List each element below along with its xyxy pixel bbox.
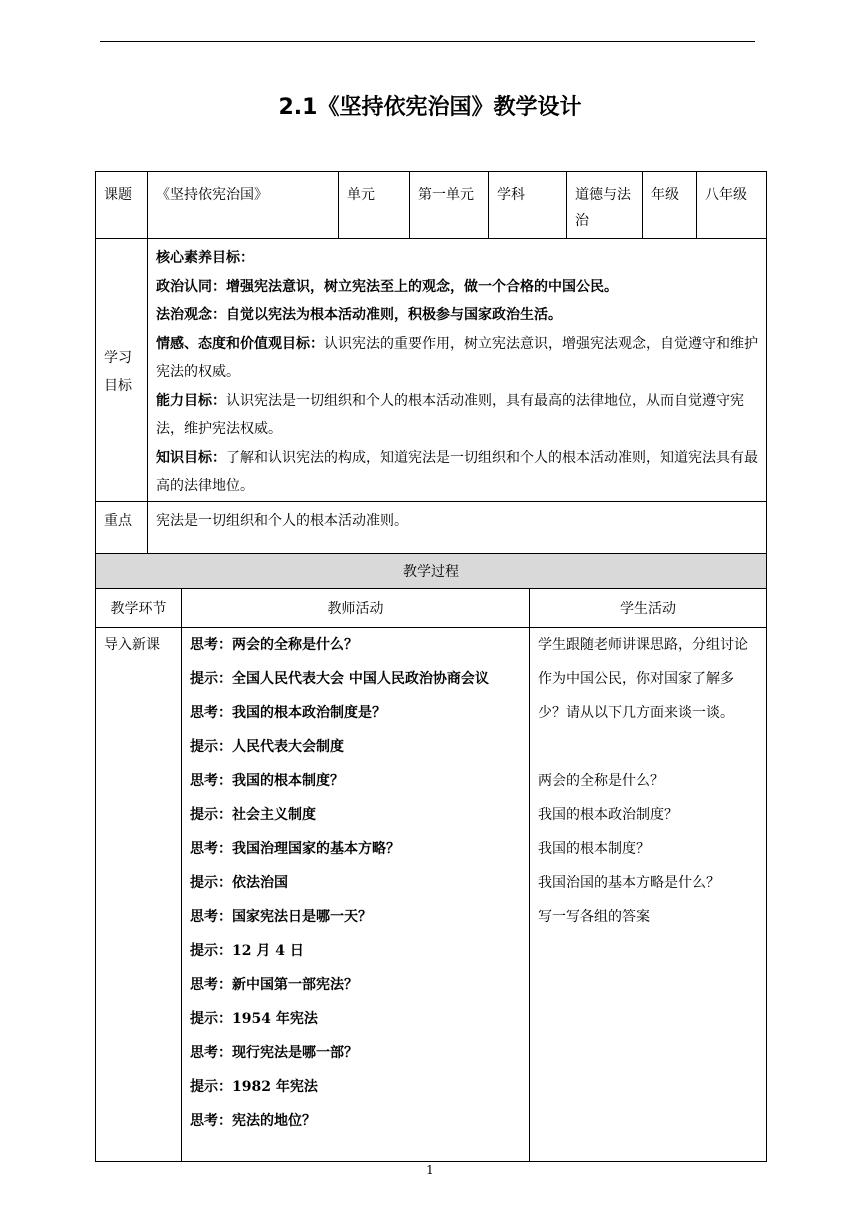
intro-row	[96, 628, 767, 1162]
grade-label: 年级	[643, 172, 697, 239]
teacher-line: 思考：我国的根本政治制度是？	[190, 705, 386, 721]
rule-label: 法治观念：	[156, 307, 226, 323]
ability-text: 认识宪法是一切组织和个人的根本活动准则，具有最高的法律地位，从而自觉遵守宪法，维护宪法权威。	[156, 392, 744, 437]
page-number: 1	[426, 1163, 434, 1177]
ability-goal	[156, 387, 758, 444]
knowledge-text: 了解和认识宪法的构成，知道宪法是一切组织和个人的根本活动准则，知道宪法具有最高的法律地位。	[156, 449, 758, 494]
key-point-text: 宪法是一切组织和个人的根本活动准则。	[148, 501, 767, 556]
teacher-line: 提示：依法治国	[190, 875, 288, 891]
political-text: 增强宪法意识，树立宪法至上的观念，做一个合格的中国公民。	[226, 278, 618, 295]
goals-label: 学习目标	[96, 239, 148, 502]
student-line	[538, 730, 758, 764]
teacher-line: 提示：1954 年宪法	[190, 1011, 318, 1027]
key-point-label: 重点	[96, 501, 148, 556]
teacher-line: 思考：两会的全称是什么？	[190, 637, 358, 653]
knowledge-goal	[156, 444, 758, 501]
teacher-line: 思考：我国治理国家的基本方略？	[190, 841, 400, 857]
info-row	[96, 172, 767, 239]
student-column-header: 学生活动	[530, 589, 767, 628]
teacher-line: 思考：我国的根本制度？	[190, 773, 344, 789]
unit-value: 第一单元	[410, 172, 489, 239]
student-line: 我国的根本制度？	[538, 841, 650, 857]
teacher-line: 思考：现行宪法是哪一部？	[190, 1045, 358, 1061]
student-line: 学生跟随老师讲课思路，分组讨论	[538, 637, 748, 653]
process-columns-row	[96, 589, 767, 628]
goals-content	[148, 239, 767, 502]
emotion-text: 认识宪法的重要作用，树立宪法意识，增强宪法观念，自觉遵守和维护宪法的权威。	[156, 335, 758, 380]
lesson-info-table	[95, 171, 767, 586]
teacher-line: 思考：宪法的地位？	[190, 1113, 316, 1129]
student-line: 两会的全称是什么？	[538, 773, 664, 789]
teacher-activity-cell	[182, 628, 530, 1162]
teacher-line: 提示：1982 年宪法	[190, 1079, 318, 1095]
course-label: 课题	[96, 172, 148, 239]
course-value: 《坚持依宪治国》	[148, 172, 339, 239]
student-line: 我国治国的基本方略是什么？	[538, 875, 720, 891]
unit-label: 单元	[339, 172, 410, 239]
grade-value: 八年级	[697, 172, 767, 239]
knowledge-label: 知识目标：	[156, 449, 226, 466]
process-table	[95, 553, 767, 1162]
process-heading: 教学过程	[96, 554, 767, 589]
stage-cell	[96, 628, 182, 1162]
emotion-label: 情感、态度和价值观目标：	[156, 335, 324, 352]
rule-text: 自觉以宪法为根本活动准则，积极参与国家政治生活。	[226, 307, 562, 323]
teacher-line: 思考：新中国第一部宪法？	[190, 977, 358, 993]
goals-row	[96, 239, 767, 502]
teacher-line: 提示：社会主义制度	[190, 807, 316, 823]
ability-label: 能力目标：	[156, 392, 226, 409]
subject-value: 道德与法治	[567, 172, 643, 239]
teacher-line: 提示：人民代表大会制度	[190, 739, 344, 755]
document-title: 2.1《坚持依宪治国》教学设计	[278, 95, 582, 120]
teacher-line: 提示：12 月 4 日	[190, 943, 304, 959]
student-line: 作为中国公民，你对国家了解多	[538, 671, 734, 687]
header-rule	[100, 41, 755, 42]
teacher-line: 提示：全国人民代表大会 中国人民政治协商会议	[190, 671, 489, 687]
emotion-goal	[156, 330, 758, 387]
core-heading: 核心素养目标：	[156, 250, 254, 266]
teacher-column-header: 教师活动	[182, 589, 530, 628]
process-heading-row	[96, 554, 767, 589]
political-goal	[156, 273, 758, 302]
student-activity-cell	[530, 628, 767, 1162]
teacher-line: 思考：国家宪法日是哪一天？	[190, 909, 372, 925]
subject-label: 学科	[489, 172, 567, 239]
student-line: 写一写各组的答案	[538, 909, 650, 925]
stage-name: 导入新课	[104, 637, 160, 653]
student-line: 少？请从以下几方面来谈一谈。	[538, 705, 734, 721]
stage-column-header: 教学环节	[96, 589, 182, 628]
political-label: 政治认同：	[156, 278, 226, 295]
key-point-row	[96, 501, 767, 556]
rule-goal	[156, 301, 758, 330]
student-line: 我国的根本政治制度？	[538, 807, 678, 823]
